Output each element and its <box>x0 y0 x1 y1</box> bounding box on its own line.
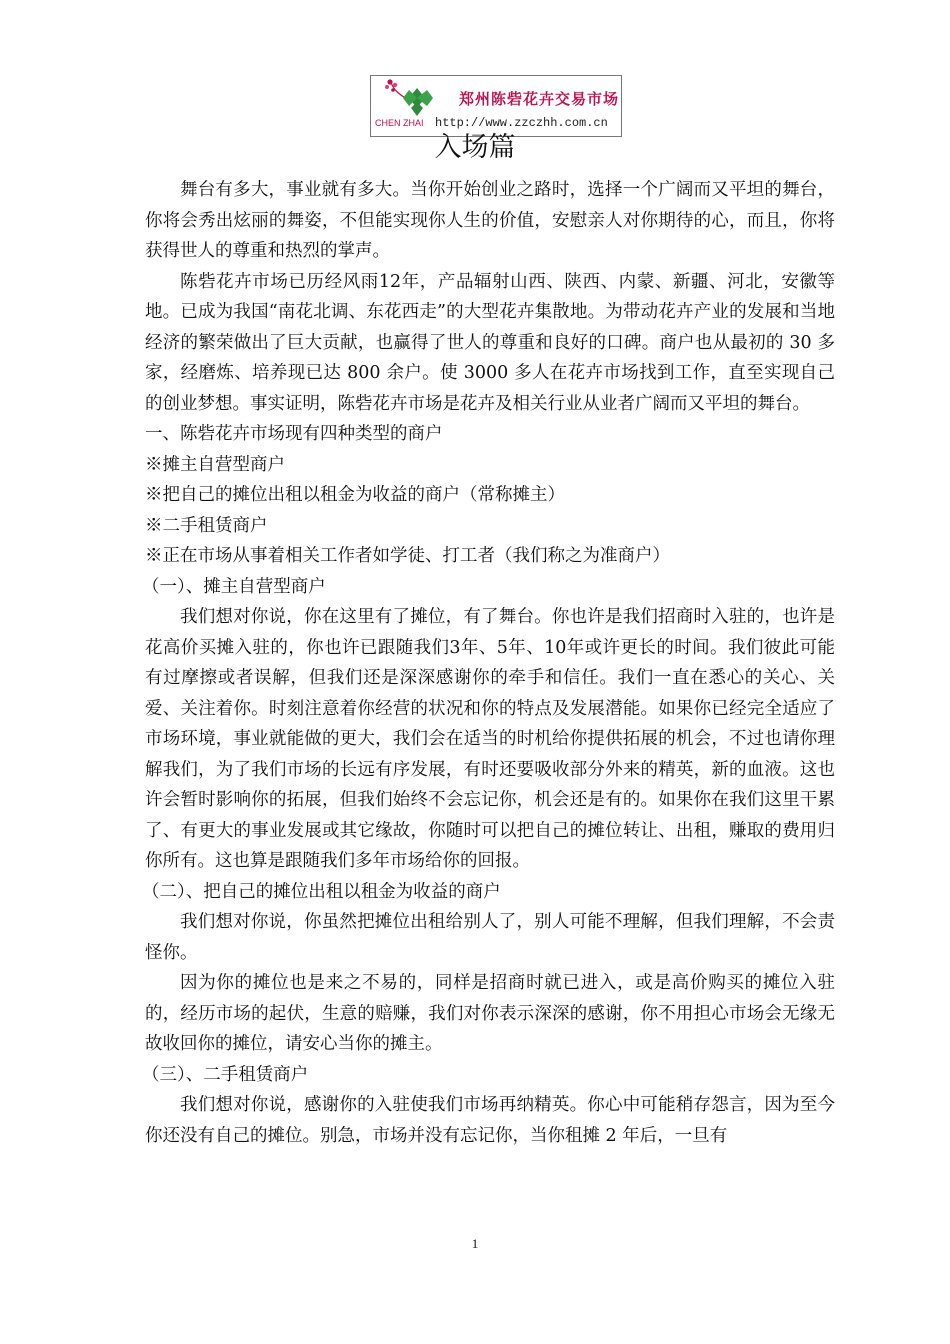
list-item-type-2: ※把自己的摊位出租以租金为收益的商户（常称摊主） <box>145 485 565 505</box>
paragraph-subsection-1: 我们想对你说，你在这里有了摊位，有了舞台。你也许是我们招商时入驻的，也许是花高价买摊入驻的，你也许已跟随我们3年、5年、10年或许更长的时间。我们彼此可能有过摩擦或者误解，但我们还是深深感谢你的牵手和信任。我们一直在悉心的关心、关爱、关注着你。时刻注意着你经营的状况和你的特点及发展潜能。如果你已经完全适应了市场环境，事业就能做的更大，我们会在适当的时机给你提供拓展的机会，不过也请你理解我们，为了我们市场的长远有序发展，有时还要吸收部分外来的精英，新的血液。这也许会暂时影响你的拓展，但我们始终不会忘记你，机会还是有的。如果你在我们这里干累了、有更大的事业发展或其它缘故，你随时可以把自己的摊位转让、出租，赚取的费用归你所有。这也算是跟随我们多年市场给你的回报。 <box>145 607 835 871</box>
list-item-type-1: ※摊主自营型商户 <box>145 454 285 475</box>
market-logo <box>370 75 622 137</box>
paragraph-subsection-2a: 我们想对你说，你虽然把摊位出租给别人了，别人可能不理解，但我们理解，不会责怪你。 <box>145 912 835 963</box>
logo-url: http://www.zzczhh.com.cn <box>435 116 608 130</box>
paragraph-intro: 舞台有多大，事业就有多大。当你开始创业之路时，选择一个广阔而又平坦的舞台，你将会秀出炫丽的舞姿，不但能实现你人生的价值，安慰亲人对你期待的心，而且，你将获得世人的尊重和热烈的掌声。 <box>145 180 835 261</box>
paragraph-subsection-2b: 因为你的摊位也是来之不易的，同样是招商时就已进入，或是高价购买的摊位入驻的，经历市场的起伏，生意的赔赚，我们对你表示深深的感谢，你不用担心市场会无缘无故收回你的摊位，请安心当你的摊主。 <box>145 973 835 1054</box>
page-number: 1 <box>471 1236 479 1251</box>
logo-market-name: 郑州陈砦花卉交易市场 <box>459 90 620 108</box>
list-item-type-4: ※正在市场从事着相关工作者如学徒、打工者（我们称之为准商户） <box>145 546 670 566</box>
paragraph-subsection-3: 我们想对你说，感谢你的入驻使我们市场再纳精英。你心中可能稍存怨言，因为至今你还没有自己的摊位。别急，市场并没有忘记你，当你租摊 2 年后，一旦有 <box>145 1095 835 1146</box>
heading-section-one: 一、陈砦花卉市场现有四种类型的商户 <box>145 424 443 444</box>
page-title: 入场篇 <box>434 132 516 163</box>
subheading-1: （一）、摊主自营型商户 <box>142 576 326 597</box>
list-item-type-3: ※二手租赁商户 <box>145 515 268 536</box>
flower-leaf-icon <box>371 76 461 120</box>
logo-subtitle: CHEN ZHAI <box>375 118 424 128</box>
subheading-3: （三）、二手租赁商户 <box>142 1064 309 1085</box>
paragraph-history: 陈砦花卉市场已历经风雨12年，产品辐射山西、陕西、内蒙、新疆、河北，安徽等地。已成为我国“南花北调、东花西走”的大型花卉集散地。为带动花卉产业的发展和当地经济的繁荣做出了巨大贡献，也赢得了世人的尊重和良好的口碑。商户也从最初的 30 多家，经磨炼、培养现已达 800 余户。使 3000 多人在花卉市场找到工作，直至实现自己的创业梦想。事实证明，陈砦花卉市场是花卉及相关行业从业者广阔而又平坦的舞台。 <box>145 271 835 414</box>
body-text <box>142 175 835 1151</box>
subheading-2: （二）、把自己的摊位出租以租金为收益的商户 <box>142 881 501 902</box>
